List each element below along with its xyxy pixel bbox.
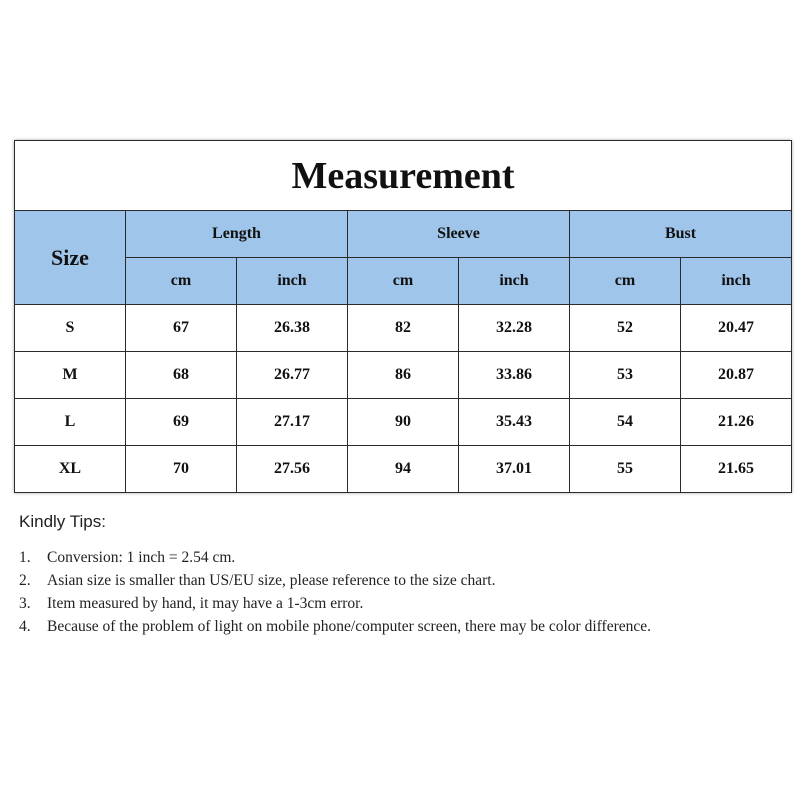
table-title: Measurement [15, 141, 792, 211]
unit-header: cm [570, 258, 681, 305]
table-cell: 90 [348, 399, 459, 446]
size-chart-table [14, 140, 792, 493]
table-cell: 20.47 [681, 305, 792, 352]
unit-header: cm [126, 258, 237, 305]
unit-header: inch [459, 258, 570, 305]
table-row [15, 399, 792, 446]
table-cell: 82 [348, 305, 459, 352]
list-item [19, 592, 719, 615]
list-number: 4. [19, 618, 31, 635]
table-cell: 55 [570, 446, 681, 493]
table-cell: 26.77 [237, 352, 348, 399]
table-cell: 69 [126, 399, 237, 446]
table-cell: 27.56 [237, 446, 348, 493]
list-text: Asian size is smaller than US/EU size, please reference to the size chart. [47, 572, 496, 589]
size-label: M [15, 352, 126, 399]
list-number: 3. [19, 595, 31, 612]
table-cell: 70 [126, 446, 237, 493]
size-label: L [15, 399, 126, 446]
list-item [19, 569, 719, 592]
table-cell: 21.65 [681, 446, 792, 493]
size-column-header: Size [15, 211, 126, 305]
list-text: Because of the problem of light on mobile phone/computer screen, there may be color difference. [47, 618, 651, 635]
unit-header: inch [237, 258, 348, 305]
table-cell: 94 [348, 446, 459, 493]
group-header-sleeve: Sleeve [348, 211, 570, 258]
list-number: 1. [19, 549, 31, 566]
table-cell: 52 [570, 305, 681, 352]
table-cell: 27.17 [237, 399, 348, 446]
table-cell: 32.28 [459, 305, 570, 352]
tips-title: Kindly Tips: [19, 512, 106, 531]
table-cell: 37.01 [459, 446, 570, 493]
table-cell: 53 [570, 352, 681, 399]
table-cell: 26.38 [237, 305, 348, 352]
table-cell: 54 [570, 399, 681, 446]
size-label: S [15, 305, 126, 352]
table-cell: 67 [126, 305, 237, 352]
unit-header: cm [348, 258, 459, 305]
table-cell: 35.43 [459, 399, 570, 446]
table-row [15, 305, 792, 352]
tips-list [19, 546, 719, 638]
table-cell: 33.86 [459, 352, 570, 399]
table-cell: 86 [348, 352, 459, 399]
kindly-tips [19, 512, 719, 638]
table-cell: 20.87 [681, 352, 792, 399]
list-text: Conversion: 1 inch = 2.54 cm. [47, 549, 236, 566]
group-header-length: Length [126, 211, 348, 258]
list-item [19, 615, 687, 638]
size-label: XL [15, 446, 126, 493]
list-number: 2. [19, 572, 31, 589]
table-cell: 68 [126, 352, 237, 399]
list-item [19, 546, 719, 569]
table-cell: 21.26 [681, 399, 792, 446]
table-row [15, 446, 792, 493]
unit-header: inch [681, 258, 792, 305]
list-text: Item measured by hand, it may have a 1-3cm error. [47, 595, 364, 612]
group-header-bust: Bust [570, 211, 792, 258]
table-row [15, 352, 792, 399]
